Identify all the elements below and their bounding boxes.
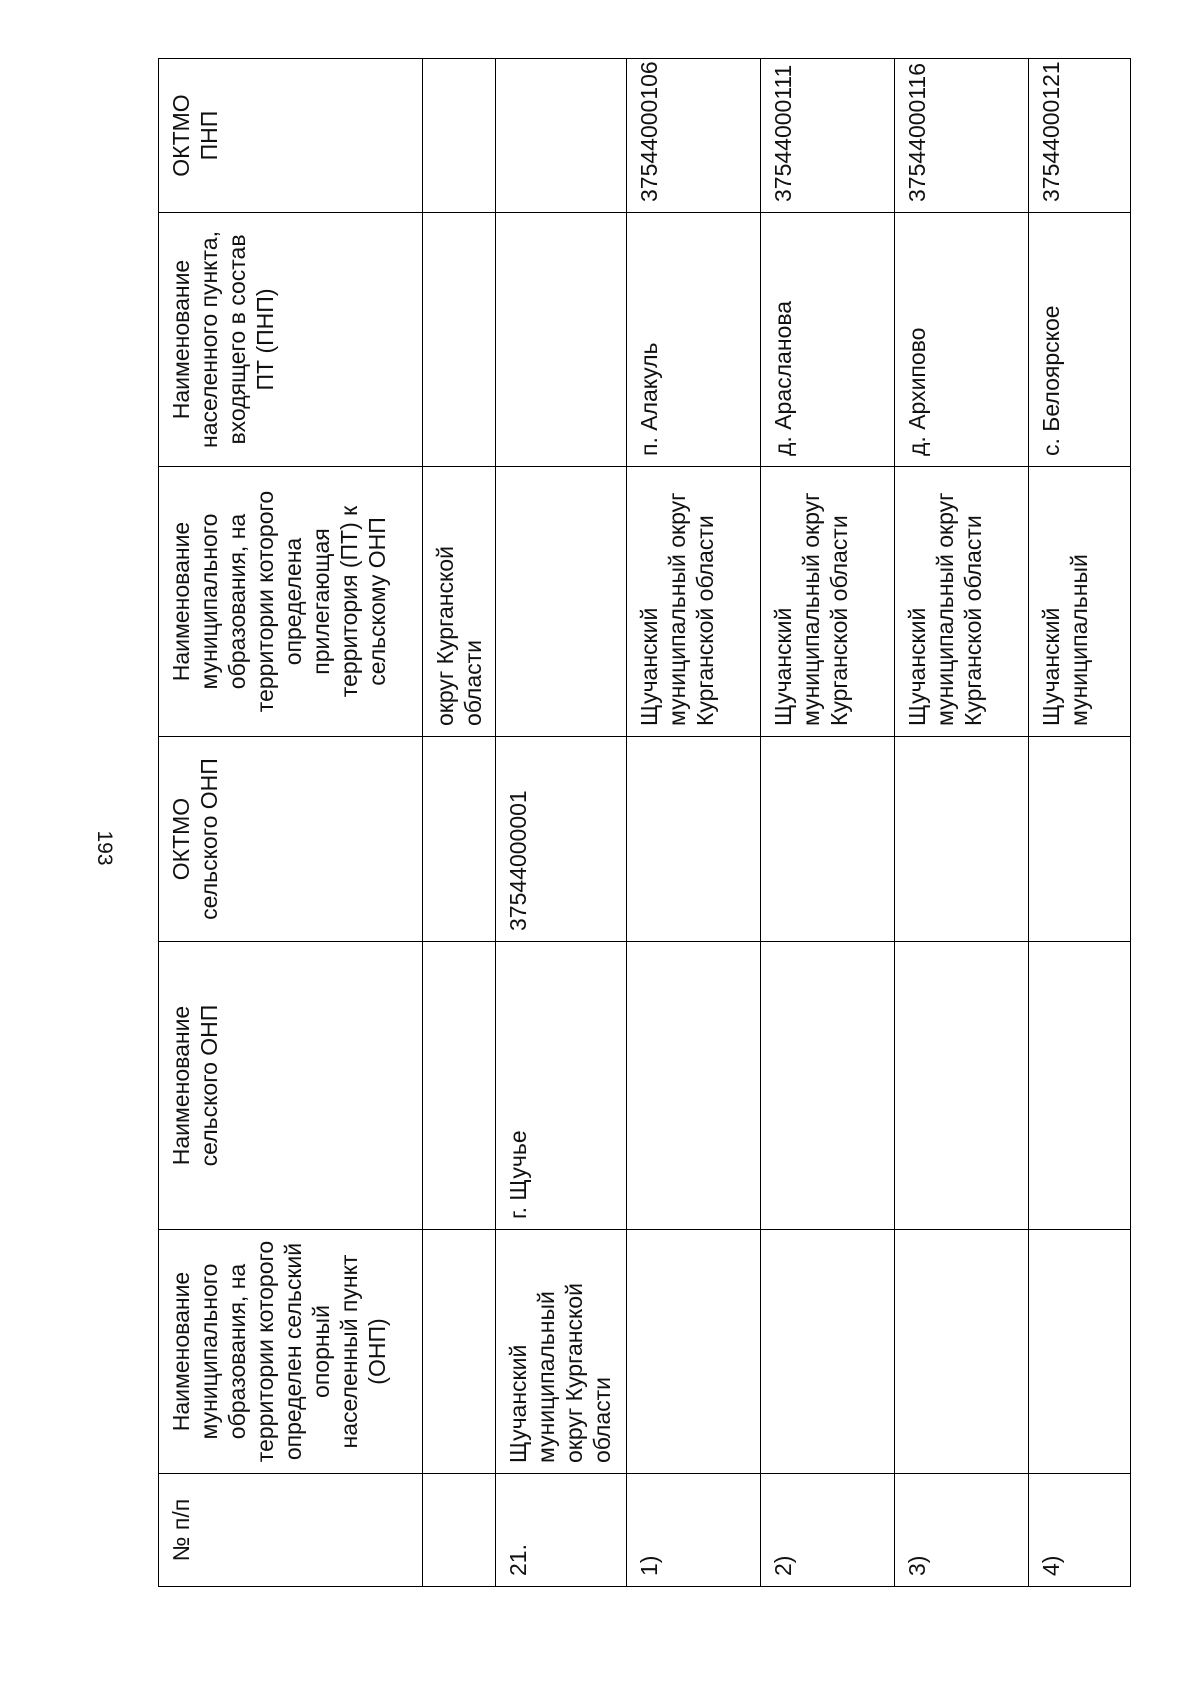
- cell-pnp-name: д. Архипово: [895, 213, 1029, 467]
- cell-onp-name: [895, 942, 1029, 1230]
- page-number: 193: [93, 830, 116, 866]
- cell-onp-oktmo: [1029, 737, 1131, 942]
- cell-pnp-name: [496, 213, 627, 467]
- cell-pt-municipality: Щучанский муниципальный округ Курганской области: [895, 467, 1029, 737]
- cell-pt-municipality: Щучанский муниципальный: [1029, 467, 1131, 737]
- cell-onp-name: г. Щучье: [496, 942, 627, 1230]
- rotated-table-container: [158, 59, 1126, 1587]
- cell-number: 4): [1029, 1474, 1131, 1587]
- header-cell-onp-oktmo: ОКТМО сельского ОНП: [159, 737, 423, 942]
- cell-pnp-oktmo: [496, 59, 627, 213]
- cell-pnp-oktmo: [423, 59, 496, 213]
- cell-pnp-oktmo: 37544000116: [895, 59, 1029, 213]
- settlements-table: [158, 58, 1131, 1587]
- cell-number: [423, 1474, 496, 1587]
- cell-pnp-name: д. Арасланова: [761, 213, 895, 467]
- header-cell-onp-name: Наименование сельского ОНП: [159, 942, 423, 1230]
- table-row: [627, 59, 761, 1587]
- cell-pt-municipality: Щучанский муниципальный округ Курганской области: [761, 467, 895, 737]
- cell-onp-oktmo: [423, 737, 496, 942]
- cell-pnp-name: с. Белоярское: [1029, 213, 1131, 467]
- header-row: [159, 59, 423, 1587]
- cell-onp-oktmo: [627, 737, 761, 942]
- cell-number: 3): [895, 1474, 1029, 1587]
- cell-municipality: [627, 1230, 761, 1474]
- cell-pnp-oktmo: 37544000121: [1029, 59, 1131, 213]
- cell-onp-name: [1029, 942, 1131, 1230]
- cell-number: 2): [761, 1474, 895, 1587]
- cell-pnp-oktmo: 37544000106: [627, 59, 761, 213]
- cell-municipality: Щучанский муниципальный округ Курганской области: [496, 1230, 627, 1474]
- header-cell-municipality: Наименование муниципального образования, на территории которого определен сельский опорный населенный пункт (ОНП): [159, 1230, 423, 1474]
- header-cell-number: № п/п: [159, 1474, 423, 1587]
- header-cell-pnp-name: Наименование населенного пункта, входящего в состав ПТ (ПНП): [159, 213, 423, 467]
- cell-municipality: [423, 1230, 496, 1474]
- cell-onp-oktmo: [761, 737, 895, 942]
- cell-pnp-name: [423, 213, 496, 467]
- cell-onp-oktmo: 37544000001: [496, 737, 627, 942]
- cell-number: 1): [627, 1474, 761, 1587]
- header-cell-pnp-oktmo: ОКТМО ПНП: [159, 59, 423, 213]
- table-row: [761, 59, 895, 1587]
- table-row: [1029, 59, 1131, 1587]
- cell-pt-municipality: округ Курганской области: [423, 467, 496, 737]
- cell-pt-municipality: Щучанский муниципальный округ Курганской области: [627, 467, 761, 737]
- cell-number: 21.: [496, 1474, 627, 1587]
- cell-onp-oktmo: [895, 737, 1029, 942]
- cell-onp-name: [423, 942, 496, 1230]
- cell-onp-name: [761, 942, 895, 1230]
- cell-pnp-oktmo: 37544000111: [761, 59, 895, 213]
- cell-municipality: [761, 1230, 895, 1474]
- header-cell-pt-municipality: Наименование муниципального образования, на территории которого определена прилегающая территория (ПТ) к сельскому ОНП: [159, 467, 423, 737]
- table-row: [895, 59, 1029, 1587]
- cell-pt-municipality: [496, 467, 627, 737]
- table-row: [423, 59, 496, 1587]
- cell-municipality: [895, 1230, 1029, 1474]
- cell-municipality: [1029, 1230, 1131, 1474]
- table-row: [496, 59, 627, 1587]
- cell-pnp-name: п. Алакуль: [627, 213, 761, 467]
- cell-onp-name: [627, 942, 761, 1230]
